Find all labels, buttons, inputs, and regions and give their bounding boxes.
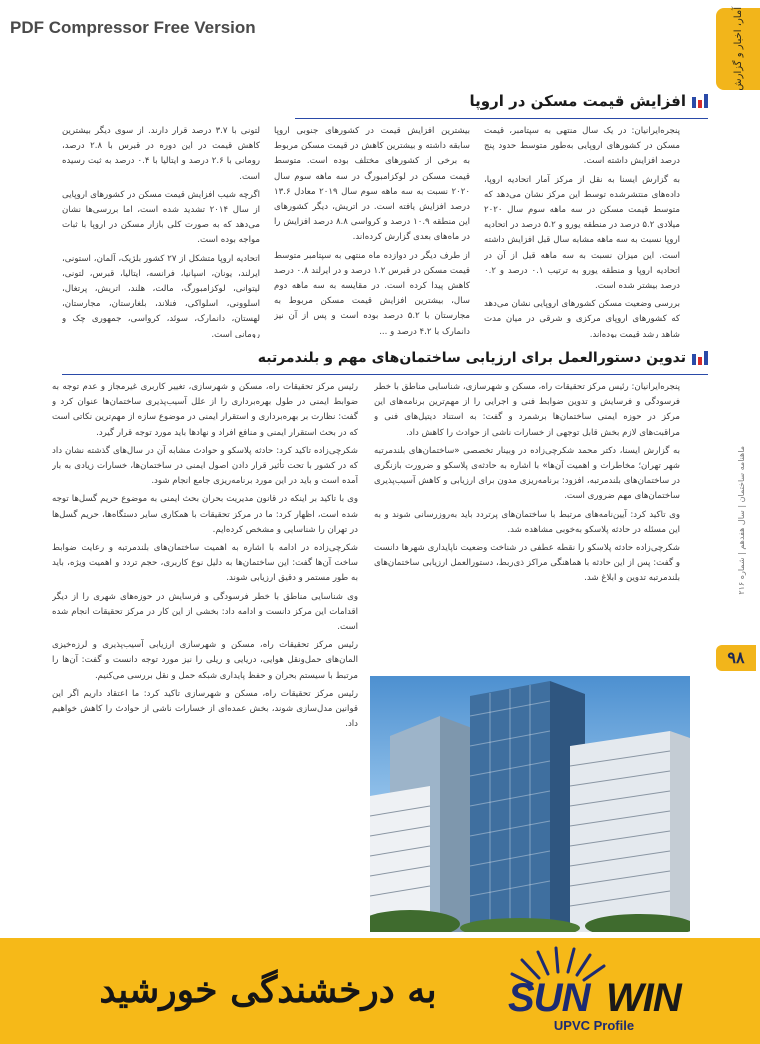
heading-bars-icon <box>692 94 708 108</box>
publication-info: ماهنامه ساختمان | سال هفدهم | شماره ۲۱۶ <box>736 445 746 595</box>
highrise-buildings-photo <box>370 676 690 932</box>
paragraph: پنجره‌ایرانیان: رئیس مرکز تحقیقات راه، مسکن و شهرسازی، شناسایی مناطق با خطر فرسودگی و فرسایش و تدوین ضوابط فنی و اجرایی را از مهم‌ترین برنامه‌های این مرکز در حوزه ایمنی ساختمان‌ها برشمرد و گفت: به استناد دیتیل‌های فنی و مراقبت‌های لازم بخش قابل توجهی از خسارات ناشی از حوادث را کاهش داد. <box>374 382 680 438</box>
paragraph: به گزارش ایسنا، دکتر محمد شکرچی‌زاده در وبینار تخصصی «ساختمان‌های بلندمرتبه شهر تهران؛ مخاطرات و اهمیت آن‌ها» با اشاره به حادثه‌ی پلاسکو و ضرورت بازنگری در ساختمان‌های بلندمرتبه، افزود: برنامه‌ریزی مدون برای ارزیابی و کاهش آسیب‌پذیری ساختمان‌های مهم ضروری است. <box>374 445 680 502</box>
article2-title: تدوین دستورالعمل برای ارزیابی ساختمان‌های مهم و بلندمرتبه <box>257 350 686 366</box>
article1-column-3 <box>62 124 260 338</box>
paragraph: رئیس مرکز تحقیقات راه، مسکن و شهرسازی تاکید کرد: ما اعتقاد داریم اگر این قوانین مدل‌سازی شوند، بخش عمده‌ای از خسارات ناشی از حوادث را کاهش خواهیم داد. <box>52 688 358 730</box>
ad-slogan: به درخشندگی خورشید <box>99 969 437 1011</box>
article1-title: افزایش قیمت مسکن در اروپا <box>469 92 686 110</box>
paragraph: پنجره‌ایرانیان: در یک سال منتهی به سپتامبر، قیمت مسکن در کشورهای اروپایی به‌طور متوسط حدود پنج درصد افزایش داشته است. <box>484 126 680 167</box>
article2-column-1 <box>374 380 680 670</box>
paragraph: شکرچی‌زاده حادثه پلاسکو را نقطه عطفی در شناخت وضعیت ناپایداری شهرها دانست و گفت: پس از این حادثه با هماهنگی مراکز ذی‌ربط، دستورالعمل ارزیابی ساختمان‌های بلندمرتبه تدوین و ابلاغ شد. <box>374 543 680 584</box>
article1-column-1 <box>484 124 680 338</box>
section-tab <box>716 8 760 90</box>
paragraph: شکرچی‌زاده تاکید کرد: حادثه پلاسکو و حوادث مشابه آن در سال‌های گذشته نشان داد که در کشور با تحت تأثیر قرار دادن اصول ایمنی در ساختمان‌ها، خسارات زیادی به بار آمده است و باید در این مورد برنامه‌ریزی جامع انجام شود. <box>52 445 358 487</box>
paragraph: رئیس مرکز تحقیقات راه، مسکن و شهرسازی، تغییر کاربری غیرمجاز و عدم توجه به ضوابط ایمنی در طول بهره‌برداری را از علل آسیب‌پذیری ساختمان‌ها عنوان کرد و گفت: نظارت بر بهره‌برداری و استقرار ایمنی در موضوع سازه از مهم‌ترین نکاتی است که در بحث استقرار ایمنی و منافع افراد و نهادها باید مورد توجه قرار گیرد. <box>52 382 358 438</box>
article2-column-2 <box>52 380 358 930</box>
paragraph: از طرف دیگر در دوازده ماه منتهی به سپتامبر متوسط قیمت مسکن در قبرس ۱.۲ درصد و در ایرلند ۰.۸ درصد کاهش پیدا کرده است. در مقایسه به سه ماهه دوم سال، بیشترین افزایش قیمت مسکن مربوط به مجارستان با ۵.۲ درصد بوده است و پس از آن نیز دانمارک با ۴.۲ درصد و ... <box>274 250 470 337</box>
paragraph: لتونی با ۳.۷ درصد قرار دارند. از سوی دیگر بیشترین کاهش قیمت در این دوره در قبرس با ۲.۸ درصد، رومانی با ۲.۶ درصد و ایتالیا با ۰.۴ درصد به ثبت رسیده است. <box>62 126 260 182</box>
page-number: ۹۸ <box>716 645 756 671</box>
paragraph: وی تاکید کرد: آیین‌نامه‌های مرتبط با ساختمان‌های پرتردد باید به‌روزرسانی شوند و به این مسئله در حادثه پلاسکو به‌خوبی مشاهده شد. <box>374 509 680 535</box>
paragraph: بیشترین افزایش قیمت در کشورهای جنوبی اروپا سابقه داشته و بیشترین کاهش در قیمت مسکن مربوط به برخی از کشورهای مختلف بوده است. متوسط قیمت مسکن در لوکزامبورگ در سه ماهه سوم سال ۲۰۲۰ نسبت به سه ماهه سوم سال ۲۰۱۹ معادل ۱۳.۶ درصد افزایش یافته است. در اتریش، دیگر کشورهای این منطقه ۱۰.۹ درصد و کرواسی ۸.۸ درصد افزایش را در ماه‌های بعدی گزارش کرده‌اند. <box>274 126 470 243</box>
article1-title-rule <box>295 118 708 119</box>
heading-bars-icon <box>692 351 708 365</box>
sunwin-logo <box>486 944 694 1040</box>
paragraph: رئیس مرکز تحقیقات راه، مسکن و شهرسازی ارزیابی آسیب‌پذیری و لرزه‌خیزی المان‌های حمل‌ونقل هوایی، دریایی و ریلی را نیز مورد توجه دانست و گفت: آن‌ها را مرتبط با سیستم بحران و حفظ پایداری شبکه حمل و نقل بررسی می‌کنیم. <box>52 640 358 681</box>
paragraph: به گزارش ایسنا به نقل از مرکز آمار اتحادیه اروپا، داده‌های منتشرشده توسط این مرکز نشان می‌دهد که متوسط قیمت مسکن در سه ماهه سوم سال ۲۰۲۰ میلادی ۵.۲ درصد در منطقه یورو و ۵.۲ درصد در اتحادیه اروپا نسبت به سه ماهه مشابه سال قبل افزایش داشته است. این میزان نسبت به سه ماهه قبل از آن در اتحادیه اروپا و منطقه یورو به ترتیب ۰.۱ درصد و ۰.۲ درصد بیشتر شده است. <box>484 174 680 292</box>
paragraph: وی شناسایی مناطق با خطر فرسودگی و فرسایش در حوزه‌های شهری را از دیگر اقدامات این مرکز دانست و ادامه داد: بخشی از این کار در مرکز تحقیقات انجام شده است. <box>52 591 358 633</box>
section-tab-label: آمار، اخبار و گزارش <box>732 7 744 91</box>
paragraph: بررسی وضعیت مسکن کشورهای اروپایی نشان می‌دهد که کشورهای اروپای مرکزی و شرقی در میان مدت شاهد رشد قیمت بوده‌اند. <box>484 299 680 338</box>
article1-heading <box>469 92 708 110</box>
article1-column-2 <box>274 124 470 338</box>
paragraph: شکرچی‌زاده در ادامه با اشاره به اهمیت ساختمان‌های بلندمرتبه و رعایت ضوابط ساخت آن‌ها گفت: این ساختمان‌ها به دلیل نوع کاربری، حجم تردد و اهمیت ویژه، باید به طور مستمر و دقیق ارزیابی شوند. <box>52 543 358 584</box>
watermark-title: PDF Compressor Free Version <box>10 18 256 37</box>
article2-title-rule <box>62 374 708 375</box>
logo-sun-text: SUN <box>508 976 590 1020</box>
article2-heading <box>258 350 708 366</box>
paragraph: اتحادیه اروپا متشکل از ۲۷ کشور بلژیک، آلمان، استونی، ایرلند، یونان، اسپانیا، فرانسه، ایتالیا، قبرس، لتونی، لیتوانی، لوکزامبورگ، مالت، هلند، اتریش، پرتغال، اسلوونی، اسلواکی، فنلاند، بلغارستان، مجارستان، لهستان، دانمارک، سوئد، کرواسی، جمهوری چک و رومانی است. <box>62 253 260 338</box>
paragraph: اگرچه شیب افزایش قیمت مسکن در کشورهای اروپایی از سال ۲۰۱۴ تشدید شده است، اما بررسی‌ها نشان می‌دهد که به صورت کلی بازار مسکن در اروپا با ثبات مواجه بوده است. <box>62 189 260 246</box>
publication-side-line <box>728 400 754 640</box>
logo-win-text: WIN <box>606 976 681 1020</box>
logo-subtitle: UPVC Profile <box>553 1018 635 1033</box>
paragraph: وی با تاکید بر اینکه در قانون مدیریت بحران بحث ایمنی به موضوع حریم گسل‌ها توجه شده است، اظهار کرد: ما در مرکز تحقیقات با همکاری سایر دستگاه‌ها، حریم گسل‌ها در تهران را شناسایی و مشخص کرده‌ایم. <box>52 494 358 535</box>
